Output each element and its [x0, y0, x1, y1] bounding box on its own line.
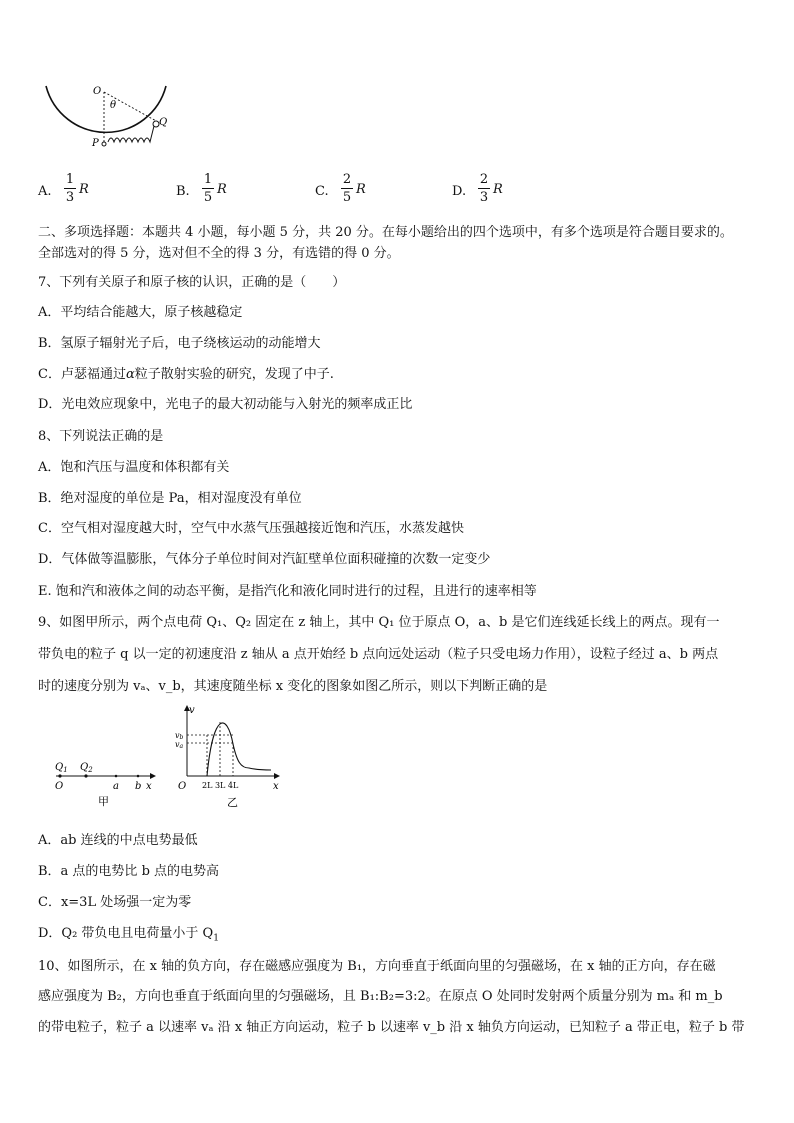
point-a: [115, 775, 118, 778]
label-x: x: [273, 781, 279, 792]
section2-intro: [38, 224, 756, 263]
spring: [108, 126, 154, 142]
q9-option-b: B．a 点的电势比 b 点的电势高: [38, 864, 220, 879]
q8-option-e: E. 饱和汽和液体之间的动态平衡，是指汽化和液化同时进行的过程，且进行的速率相等: [38, 584, 537, 599]
caption-yi: 乙: [227, 796, 238, 809]
label-vb: vb: [175, 731, 184, 741]
option-letter: B.: [176, 184, 190, 199]
label-q1: $Q_1$: [55, 762, 68, 774]
charge-q1: [58, 774, 61, 777]
charge-q2: [84, 774, 87, 777]
q9-stem-line3: 时的速度分别为 vₐ、v_b，其速度随坐标 x 变化的图象如图乙所示，则以下判断正确的是: [38, 679, 548, 694]
fraction-variable: R: [493, 182, 503, 197]
fraction: 1 5: [203, 172, 213, 205]
caption-jia: 甲: [98, 795, 109, 808]
q9-option-d: D．Q₂ 带负电且电荷量小于 $Q_1$: [38, 926, 219, 944]
label-q2: $Q_2$: [80, 762, 93, 774]
label-theta: θ: [110, 100, 117, 111]
point-b: [137, 775, 140, 778]
fraction: 1 3: [65, 172, 75, 205]
q8-option-b: B．绝对湿度的单位是 Pa，相对湿度没有单位: [38, 491, 302, 506]
q7-stem: 7、下列有关原子和原子核的认识，正确的是（ ）: [38, 275, 346, 290]
q9-stem-line1: 9、如图甲所示，两个点电荷 Q₁、Q₂ 固定在 z 轴上，其中 Q₁ 位于原点 O，a、b 是它们连线延长线上的两点。现有一: [38, 615, 720, 630]
option-letter: D.: [452, 184, 467, 199]
label-a: a: [113, 781, 119, 792]
q7-option-d: D．光电效应现象中，光电子的最大初动能与入射光的频率成正比: [38, 397, 413, 412]
q9-option-c: C．x=3L 处场强一定为零: [38, 895, 192, 910]
q7-option-c: C．卢瑟福通过α粒子散射实验的研究，发现了中子.: [38, 367, 334, 382]
fraction-variable: R: [79, 182, 89, 197]
label-o: O: [93, 86, 102, 97]
bowl-arc: [46, 86, 166, 132]
label-v: v: [189, 705, 195, 716]
q10-line2: 感应强度为 B₂，方向也垂直于纸面向里的匀强磁场，且 B₁:B₂=3:2。在原点 O 处同时发射两个质量分别为 mₐ 和 m_b: [38, 989, 723, 1004]
q7-option-a: A．平均结合能越大，原子核越稳定: [38, 305, 243, 320]
section2-line1: 二、多项选择题：本题共 4 小题，每小题 5 分，共 20 分。在每小题给出的四个选项中，有多个选项是符合题目要求的。: [38, 225, 733, 240]
option-letter: A.: [38, 184, 52, 199]
q10-line3: 的带电粒子，粒子 a 以速率 vₐ 沿 x 轴正方向运动，粒子 b 以速率 v_b 沿 x 轴负方向运动，已知粒子 a 带正电，粒子 b 带: [38, 1020, 745, 1035]
q8-option-d: D．气体做等温膨胀，气体分子单位时间对汽缸壁单位面积碰撞的次数一定变少: [38, 552, 491, 567]
q8-stem: 8、下列说法正确的是: [38, 429, 164, 444]
q8-option-c: C．空气相对湿度越大时，空气中水蒸气压强越接近饱和汽压，水蒸发越快: [38, 521, 464, 536]
q6-options: [38, 172, 558, 212]
label-b: b: [135, 781, 142, 792]
fraction: 2 5: [342, 172, 352, 205]
fraction-variable: R: [217, 182, 227, 197]
fraction: 2 3: [479, 172, 489, 205]
q10-line1: 10、如图所示，在 x 轴的负方向，存在磁感应强度为 B₁，方向垂直于纸面向里的匀强磁场，在 x 轴的正方向，存在磁: [38, 959, 716, 974]
label-va: va: [175, 740, 184, 750]
label-x: x: [146, 781, 152, 792]
label-o: O: [178, 781, 187, 792]
x-axis-arrow: [274, 773, 280, 779]
q6-figure: [38, 80, 178, 152]
option-letter: C.: [315, 184, 329, 199]
point-p: [102, 142, 106, 146]
q7-option-b: B．氢原子辐射光子后，电子绕核运动的动能增大: [38, 336, 321, 351]
section2-line2: 全部选对的得 5 分，选对但不全的得 3 分，有选错的得 0 分。: [38, 246, 400, 261]
figure-yi: [175, 702, 290, 820]
label-q: Q: [159, 117, 168, 128]
label-p: P: [92, 138, 99, 149]
label-o: O: [55, 781, 64, 792]
figure-jia: [50, 758, 160, 808]
fraction-variable: R: [356, 182, 366, 197]
q8-option-a: A．饱和汽压与温度和体积都有关: [38, 460, 230, 475]
q9-stem-line2: 带负电的粒子 q 以一定的初速度沿 z 轴从 a 点开始经 b 点向远处运动（粒子只受电场力作用），设粒子经过 a、b 两点: [38, 647, 719, 662]
velocity-curve: [207, 723, 271, 776]
q9-option-a: A．ab 连线的中点电势最低: [38, 833, 198, 848]
tick-labels: 2L 3L 4L: [202, 781, 239, 790]
x-axis-arrow: [150, 773, 156, 779]
